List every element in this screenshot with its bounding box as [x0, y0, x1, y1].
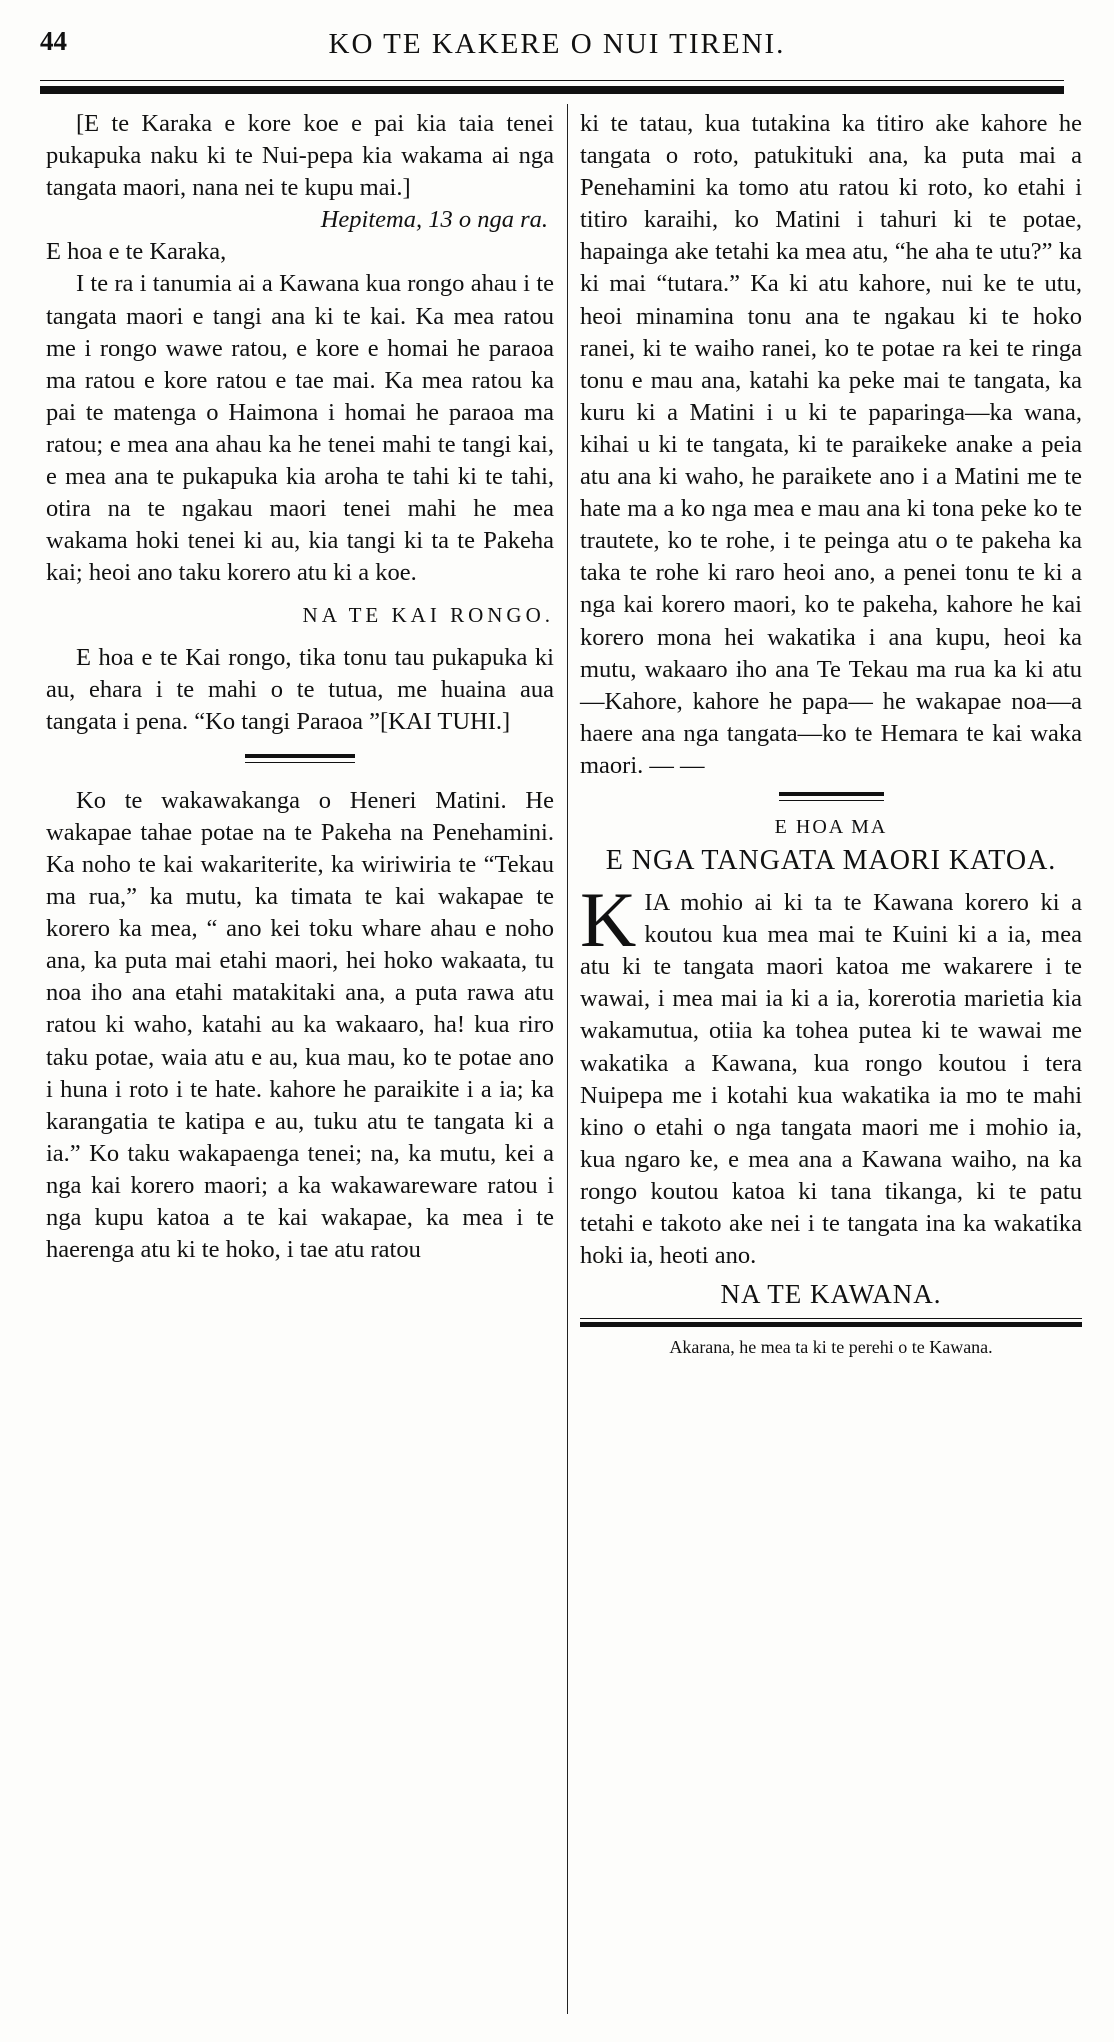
page-title: KO TE KAKERE O NUI TIRENI.	[328, 28, 786, 60]
story-text-part1: Ko te wakawakanga o Heneri Matini. He wakapae tahae potae na te Pakeha na Penehamini. Ka noho te kai wakariterite, ka wiriwiria te “Tekau ma rua,” ka mutu, ka timata te kai wakapae te korero ka mea, “ ano kei toku whare ahau e noho ana, ka puta mai etahi maori, hei hoko wakaata, tu noa iho ana etahi matakitaki ana, a puta rawa atu ratou ki waho, katahi au ka wakaaro, ha! kua riro taku potae, waia atu e au, kua mau, ko te potae ano i huna i roto i te hate. kahore he paraikite i a ia; ka karangatia te katipa e au, tuku atu te tangata ki a ia.” Ko taku wakapaenga tenei; na, ka mutu, kei a nga kai korero maori; a ka wakawareware ratou i nga kupu katoa a te kai wakapae, ka mea i te haerenga atu ki te hoko, i tae atu ratou	[46, 786, 554, 1264]
notice-paragraph	[580, 876, 1082, 1272]
footer-rule-thick	[580, 1322, 1082, 1327]
letter-signoff: NA TE KAI RONGO.	[302, 603, 554, 628]
notice-body: IA mohio ai ki ta te Kawana korero ki a koutou kua mea mai te Kuini ki a ia, mea atu ki te tangata maori katoa me wakarere i te wawai, i mea mai ia ki a ia, korerotia marietia kia wakamutua, otiia ka tohea putea ki te wawai me wakatika a Kawana, kua rongo koutou i tera Nuipepa me i kotahi kua wakatika ia mo te mahi kino o etahi o nga tangata maori me i mohio ia, kua ngaro ke, e mea ana a Kawana waiho, na ka rongo koutou katoa ki tana tikanga, ki te patu tetahi e takoto ake nei i te tangata ina ka wakatika hoki ia, heoti ano.	[580, 889, 1082, 1270]
notice-headline: E NGA TANGATA MAORI KATOA.	[605, 845, 1057, 877]
story-text-part2: ki te tatau, kua tutakina ka titiro ake kahore he tangata o roto, patukituki ana, ka puta mai a Penehamini ka tomo atu ratou ki roto, ko etahi i titiro karaihi, ko Matini i tahuri ki te potae, hapainga ake tetahi ka mea atu, “he aha te utu?” ka ki mai “tutara.” Ka ki atu kahore, nui ke te utu, heoi minamina tonu ana te ngakau ki te hoko ranei, ki te waiho ranei, ko te potae ra kei te ringa tonu e mau ana, katahi ka peke mai te tangata, ka kuru ki a Matini i u ki te paparinga—ka wana, kihai u ki te tangata, ki te paraikeke anake a peia atu ana ki waho, he paraikete ano i a Matini me te hate ma a ko nga mea e mau ana ki tona peke ko te trautete, ko te rohe, i te peinga atu o te pakeha ka taka te rohe ki raro heoi ano, a penei tonu te ki a nga kai korero maori, ko te pakeha, kahore he kai korero mona hei wakatika i ana kupu, heoi ka mutu, wakaaro iho ana Te Tekau ma rua ka ki atu —Kahore, kahore he papa— he wakapae noa—a haere ana nga tangata—ko te Hemara te kai waka maori. — —	[580, 110, 1082, 779]
left-column	[46, 108, 554, 1266]
page-number: 44	[40, 26, 67, 56]
header-rule-thick	[40, 86, 1064, 94]
letter-salutation: E hoa e te Karaka,	[46, 238, 227, 266]
footer-rule-thin	[580, 1318, 1082, 1319]
header-rule-thin	[40, 80, 1064, 81]
letter-dateline: Hepitema, 13 o nga ra.	[320, 206, 548, 234]
editor-note: [E te Karaka e kore koe e pai kia taia tenei pukapuka naku ki te Nui-pepa kia wakama ai nga tangata maori, nana nei te kupu mai.]	[46, 110, 554, 202]
editor-reply-sign: [KAI TUHI.]	[380, 707, 511, 735]
notice-dropcap: K	[580, 876, 637, 964]
right-column	[580, 108, 1082, 1359]
editor-reply	[46, 642, 554, 738]
section-separator	[779, 792, 884, 801]
printer-imprint: Akarana, he mea ta ki te perehi o te Kawana.	[669, 1337, 993, 1358]
column-divider	[567, 104, 568, 2014]
editor-reply-text: E hoa e te Kai rongo, tika tonu tau pukapuka ki au, ehara i te mahi o te tutua, me huaina aua tangata i pena. “Ko tangi Paraoa ”	[46, 643, 554, 735]
letter-body: I te ra i tanumia ai a Kawana kua rongo ahau i te tangata maori e tangi ana ki te kai. Ka mea ratou me i rongo wawe ratou, e kore e homai he paraoa ma ratou e kore ratou e tae mai. Ka mea ratou ka pai te matenga o Haimona i homai he paraoa ma ratou; e mea ana ahau ka he tenei mahi te tangi kai, e mea ana te pukapuka kia aroha te tahi ki te tahi, otira na te ngakau maori tenei mahi he mea wakama hoki tenei ki au, kia tangi ki ta te Pakeha kai; heoi ano taku korero atu ki a koe.	[46, 270, 554, 587]
page-header	[40, 26, 1074, 66]
section-separator	[245, 754, 355, 763]
notice-kicker: E HOA MA	[774, 815, 888, 838]
notice-signature: NA TE KAWANA.	[720, 1279, 942, 1310]
